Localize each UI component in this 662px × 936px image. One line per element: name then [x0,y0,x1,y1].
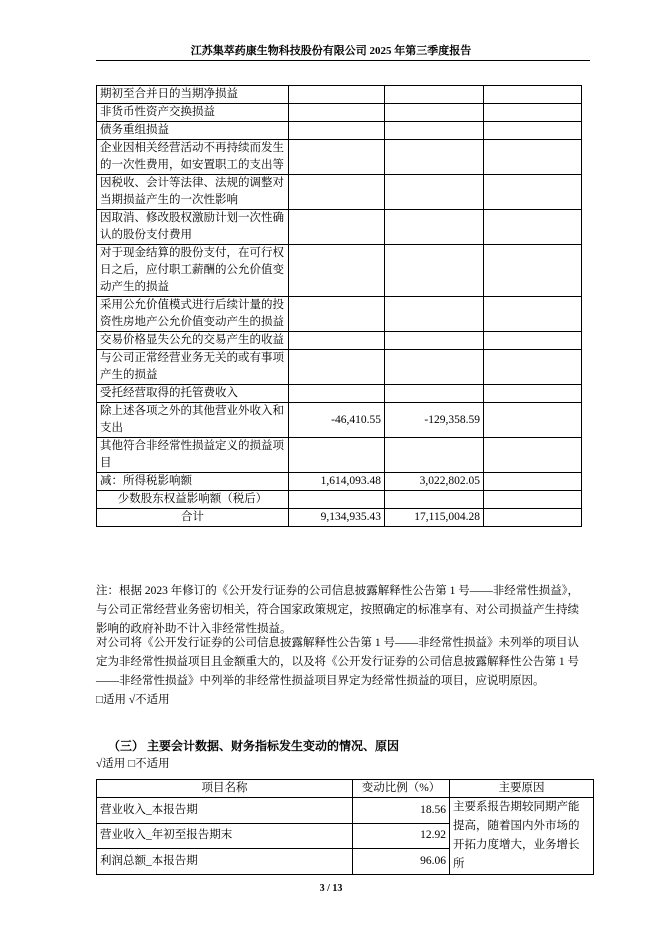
non-recurring-gains-table [96,85,582,527]
row-label: 交易价格显失公允的交易产生的收益 [97,332,289,350]
row-label: 少数股东权益影响额（税后） [97,491,289,509]
year-to-date-amount [385,140,484,175]
table-row [97,798,594,824]
row-note [484,140,582,175]
year-to-date-amount: -129,358.59 [385,403,484,438]
header-main-reason: 主要原因 [450,780,594,798]
table-row [97,509,582,527]
year-to-date-amount [385,104,484,122]
header-divider [96,60,590,61]
item-name: 利润总额_本报告期 [97,849,353,875]
table-row [97,104,582,122]
current-period-amount [289,491,385,509]
row-label: 与公司正常经营业务无关的或有事项产生的损益 [97,350,289,385]
year-to-date-amount [385,175,484,210]
row-note [484,297,582,332]
table-row [97,140,582,175]
table-row [97,385,582,403]
applicability-status-1: □适用 √不适用 [96,694,170,706]
row-note [484,385,582,403]
current-period-amount [289,385,385,403]
year-to-date-amount [385,245,484,297]
change-ratio: 12.92 [353,823,450,849]
table-row [97,473,582,491]
row-label: 因取消、修改股权激励计划一次性确认的股份支付费用 [97,210,289,245]
item-name: 营业收入_本报告期 [97,798,353,824]
applicability-status-2: √适用 □不适用 [96,758,170,770]
year-to-date-amount [385,86,484,104]
row-label: 债务重组损益 [97,122,289,140]
year-to-date-amount [385,438,484,473]
row-note [484,86,582,104]
header-change-ratio: 变动比例（%） [353,780,450,798]
report-header: 江苏集萃药康生物科技股份有限公司 2025 年第三季度报告 [190,45,472,57]
current-period-amount [289,245,385,297]
current-period-amount [289,210,385,245]
current-period-amount [289,86,385,104]
year-to-date-amount [385,491,484,509]
year-to-date-amount [385,122,484,140]
row-label: 合计 [97,509,289,527]
row-label: 除上述各项之外的其他营业外收入和支出 [97,403,289,438]
table-row [97,332,582,350]
section-3-title: （三） 主要会计数据、财务指标发生变动的情况、原因 [108,739,400,753]
year-to-date-amount [385,210,484,245]
year-to-date-amount [385,297,484,332]
change-ratio: 18.56 [353,798,450,824]
current-period-amount: -46,410.55 [289,403,385,438]
table-row [97,350,582,385]
row-label: 非货币性资产交换损益 [97,104,289,122]
current-period-amount [289,438,385,473]
current-period-amount [289,350,385,385]
table-row [97,403,582,438]
year-to-date-amount [385,350,484,385]
table-row [97,86,582,104]
current-period-amount [289,332,385,350]
row-label: 减：所得税影响额 [97,473,289,491]
current-period-amount [289,175,385,210]
row-label: 因税收、会计等法律、法规的调整对当期损益产生的一次性影响 [97,175,289,210]
header-item-name: 项目名称 [97,780,353,798]
note-explanation: 对公司将《公开发行证券的公司信息披露解释性公告第 1 号——非经常性损益》未列举的项目认定为非经常性损益项目且金额重大的，以及将《公开发行证券的公司信息披露解释性公告第 1 号——非经常性损益》中列举的非经常性损益项目界定为经常性损益的项目，应说明原因。 [96,637,579,687]
row-note [484,175,582,210]
change-ratio: 96.06 [353,849,450,875]
current-period-amount [289,140,385,175]
table-row [97,122,582,140]
change-reasons-table [96,779,594,875]
row-label: 受托经营取得的托管费收入 [97,385,289,403]
row-note [484,122,582,140]
row-note [484,473,582,491]
current-period-amount: 1,614,093.48 [289,473,385,491]
row-note [484,210,582,245]
row-label: 采用公允价值模式进行后续计量的投资性房地产公允价值变动产生的损益 [97,297,289,332]
row-label: 其他符合非经常性损益定义的损益项目 [97,438,289,473]
table-header-row [97,780,594,798]
row-note [484,245,582,297]
year-to-date-amount [385,332,484,350]
item-name: 营业收入_年初至报告期末 [97,823,353,849]
current-period-amount [289,122,385,140]
year-to-date-amount: 3,022,802.05 [385,473,484,491]
main-reason: 主要系报告期较同期产能提高，随着国内外市场的开拓力度增大，业务增长所 [450,798,594,875]
row-note [484,438,582,473]
current-period-amount [289,297,385,332]
row-label: 期初至合并日的当期净损益 [97,86,289,104]
table-row [97,297,582,332]
row-label: 对于现金结算的股份支付，在可行权日之后，应付职工薪酬的公允价值变动产生的损益 [97,245,289,297]
table-row [97,491,582,509]
row-note [484,350,582,385]
row-note [484,332,582,350]
row-note [484,491,582,509]
year-to-date-amount [385,385,484,403]
page-number: 3 / 13 [319,883,343,894]
table-row [97,175,582,210]
row-note [484,403,582,438]
table-row [97,245,582,297]
year-to-date-amount: 17,115,004.28 [385,509,484,527]
row-label: 企业因相关经营活动不再持续而发生的一次性费用，如安置职工的支出等 [97,140,289,175]
current-period-amount: 9,134,935.43 [289,509,385,527]
table-row [97,210,582,245]
current-period-amount [289,104,385,122]
table-row [97,438,582,473]
row-note [484,104,582,122]
row-note [484,509,582,527]
note-government-subsidy: 注：根据 2023 年修订的《公开发行证券的公司信息披露解释性公告第 1 号——非经常性损益》，与公司正常经营业务密切相关，符合国家政策规定，按照确定的标准享有、对公司损益产生持续影响的政府补助不计入非经常性损益。 [96,585,579,635]
